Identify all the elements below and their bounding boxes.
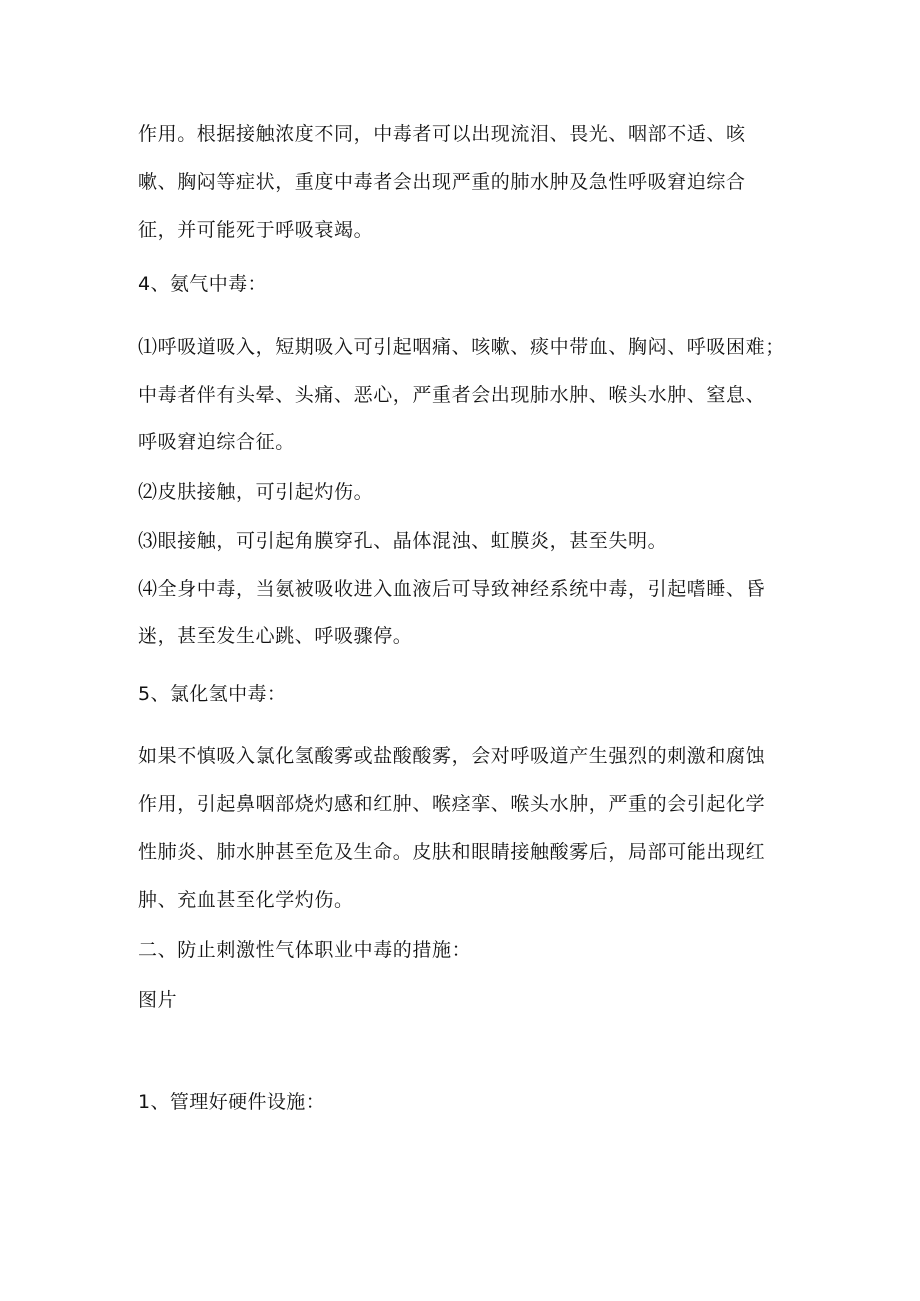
section-heading-ammonia: 4、氨气中毒： [138, 273, 267, 295]
paragraph-line: 作用。根据接触浓度不同，中毒者可以出现流泪、畏光、咽部不适、咳 [138, 123, 746, 145]
list-item-skin-contact: ⑵皮肤接触，可引起灼伤。 [138, 481, 374, 503]
paragraph-line: 性肺炎、肺水肿甚至危及生命。皮肤和眼睛接触酸雾后，局部可能出现红 [138, 841, 766, 863]
image-placeholder-label: 图片 [138, 989, 178, 1011]
section-heading-prevention: 二、防止刺激性气体职业中毒的措施： [138, 939, 472, 961]
subsection-heading-hardware: 1、管理好硬件设施： [138, 1091, 326, 1113]
paragraph-line: 中毒者伴有头晕、头痛、恶心，严重者会出现肺水肿、喉头水肿、窒息、 [138, 384, 766, 406]
section-heading-hydrogen-chloride: 5、氯化氢中毒： [138, 683, 287, 705]
list-item-eye-contact: ⑶眼接触，可引起角膜穿孔、晶体混浊、虹膜炎，甚至失明。 [138, 530, 668, 552]
list-item-systemic-poisoning: ⑷全身中毒，当氨被吸收进入血液后可导致神经系统中毒，引起嗜睡、昏 [138, 578, 766, 600]
paragraph-line: 如果不慎吸入氯化氢酸雾或盐酸酸雾，会对呼吸道产生强烈的刺激和腐蚀 [138, 745, 766, 767]
paragraph-line: 作用，引起鼻咽部烧灼感和红肿、喉痉挛、喉头水肿，严重的会引起化学 [138, 793, 766, 815]
paragraph-line: 征，并可能死于呼吸衰竭。 [138, 219, 374, 241]
paragraph-line: 肿、充血甚至化学灼伤。 [138, 889, 354, 911]
paragraph-line: 呼吸窘迫综合征。 [138, 431, 295, 453]
paragraph-line: 嗽、胸闷等症状，重度中毒者会出现严重的肺水肿及急性呼吸窘迫综合 [138, 171, 746, 193]
paragraph-line: ⑴呼吸道吸入，短期吸入可引起咽痛、咳嗽、痰中带血、胸闷、呼吸困难； [138, 336, 785, 358]
paragraph-line: 迷，甚至发生心跳、呼吸骤停。 [138, 625, 413, 647]
